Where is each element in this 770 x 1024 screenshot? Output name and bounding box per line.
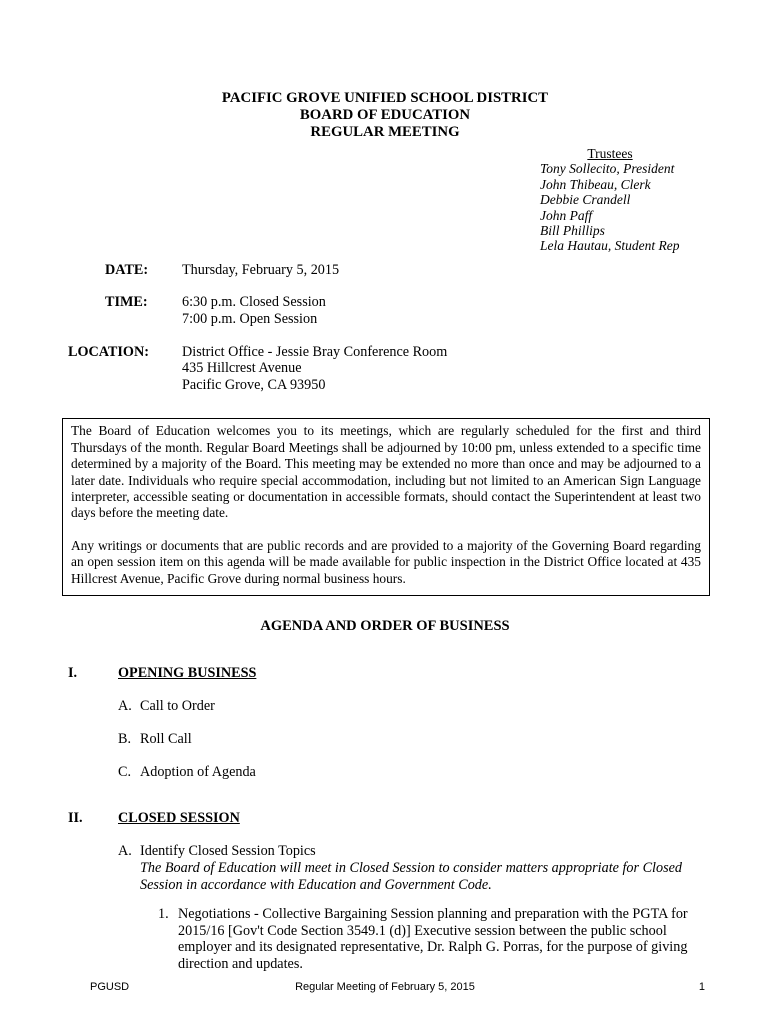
notice-paragraph: Any writings or documents that are public records and are provided to a majority of the Governing Board regarding an open session item on this agenda will be made available for public inspection in the District Office located at 435 Hillcrest Avenue, Pacific Grove during normal business hours.: [71, 537, 701, 586]
item-text: Roll Call: [140, 730, 192, 747]
trustee-name: John Thibeau, Clerk: [540, 176, 651, 192]
location-values: [182, 344, 447, 394]
agenda-subitem-negotiations: [158, 906, 715, 973]
item-label: B.: [118, 730, 132, 747]
item-label: A.: [118, 843, 132, 860]
date-label: DATE:: [105, 261, 149, 278]
footer-meeting-title: Regular Meeting of February 5, 2015: [295, 981, 475, 993]
location-label: LOCATION:: [68, 343, 149, 360]
item-text: Adoption of Agenda: [140, 763, 256, 780]
trustees-block: [540, 146, 720, 254]
board-title: BOARD OF EDUCATION: [299, 107, 471, 123]
item-text: Call to Order: [140, 698, 215, 715]
time-line: 7:00 p.m. Open Session: [182, 311, 318, 328]
item-label: C.: [118, 763, 132, 780]
date-value: Thursday, February 5, 2015: [182, 261, 340, 278]
section-title: CLOSED SESSION: [118, 810, 240, 827]
item-label: A.: [118, 698, 132, 715]
meeting-type-title: REGULAR MEETING: [310, 124, 460, 140]
trustee-name: Bill Phillips: [540, 223, 605, 239]
time-label: TIME:: [105, 294, 148, 311]
time-line: 6:30 p.m. Closed Session: [182, 294, 326, 311]
agenda-item-roll-call: [118, 731, 715, 748]
location-line: District Office - Jessie Bray Conference Room: [182, 343, 448, 360]
item-note: The Board of Education will meet in Closed Session to consider matters appropriate for Closed Session in accordance with Education and Government Code.: [140, 860, 682, 894]
section-heading-opening-business: [68, 665, 770, 682]
time-row: [68, 294, 770, 327]
location-line: 435 Hillcrest Avenue: [182, 360, 302, 377]
subitem-text: Negotiations - Collective Bargaining Session planning and preparation with the PGTA for 2015/16 [Gov't Code Section 3549.1 (d)] Executive session between the public school employer and its designated representative, Dr. Ralph G. Porras, for the purpose of giving direction and updates.: [178, 905, 688, 973]
agenda-item-call-to-order: [118, 698, 715, 715]
footer-district: PGUSD: [90, 981, 130, 993]
item-body: [140, 843, 715, 973]
agenda-item-adoption-of-agenda: [118, 764, 715, 781]
time-values: [182, 294, 326, 327]
trustee-name: Lela Hautau, Student Rep: [540, 238, 680, 254]
date-row: [68, 262, 770, 279]
section-title: OPENING BUSINESS: [118, 665, 257, 682]
document-header: [0, 0, 770, 141]
subitem-label: 1.: [158, 905, 169, 922]
district-title: PACIFIC GROVE UNIFIED SCHOOL DISTRICT: [221, 90, 549, 106]
notice-paragraph: The Board of Education welcomes you to its meetings, which are regularly scheduled for the first and third Thursdays of the month. Regular Board Meetings shall be adjourned by 10:00 pm, unless extended to a specific time determined by a majority of the Board. This meeting may be extended no more than once and may be adjourned to a later date. Individuals who require special accommodation, including but not limited to an American Sign Language interpreter, accessible seating or documentation in accessible formats, should contact the Superintendent at least two days before the meeting date.: [71, 423, 701, 521]
trustee-name: Debbie Crandell: [540, 192, 631, 208]
section-heading-closed-session: [68, 810, 770, 827]
trustee-name: Tony Sollecito, President: [540, 161, 675, 177]
public-notice-box: [62, 418, 710, 596]
agenda-heading: AGENDA AND ORDER OF BUSINESS: [260, 618, 510, 635]
trustees-heading: Trustees: [587, 146, 633, 161]
section-number: II.: [68, 810, 83, 827]
location-row: [68, 344, 770, 394]
item-text: Identify Closed Session Topics: [140, 843, 316, 860]
trustee-name: John Paff: [540, 207, 593, 223]
agenda-item-closed-session-topics: [118, 843, 715, 973]
footer-page-number: 1: [698, 981, 705, 993]
section-number: I.: [68, 665, 78, 682]
location-line: Pacific Grove, CA 93950: [182, 376, 326, 393]
